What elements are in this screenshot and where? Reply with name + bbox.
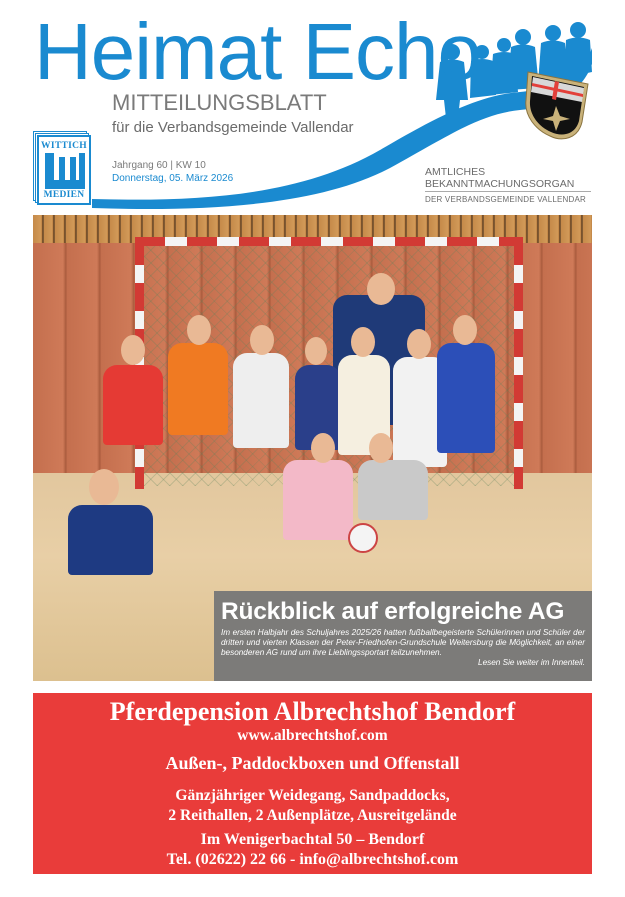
photo-child-head [305, 337, 327, 365]
cover-story-headline: Rückblick auf erfolgreiche AG [221, 598, 565, 625]
cover-story-teaser: Im ersten Halbjahr des Schuljahres 2025/26 hatten fußballbegeisterte Schülerinnen und Schüler der dritten und vierten Klassen der Peter-Friedhofen-Grundschule Weitersburg die Möglichkeit, an einer besonderen AG rund um ihre Lieblingssportart teilzunehmen. [221, 628, 585, 657]
photo-goal-post-right [514, 237, 523, 489]
photo-child [103, 365, 163, 445]
issue-number: Jahrgang 60 | KW 10 [112, 160, 206, 171]
official-line-2: BEKANNTMACHUNGSORGAN [425, 178, 575, 190]
divider [425, 191, 591, 192]
photo-child-head [311, 433, 335, 463]
photo-child [233, 353, 289, 448]
ad-contact: Tel. (02622) 22 66 - info@albrechtshof.com [166, 851, 459, 868]
wittich-medien-logo [33, 131, 91, 205]
coat-of-arms [526, 72, 588, 139]
photo-child-head [369, 433, 393, 463]
ad-features-1: Gänzjähriger Weidegang, Sandpaddocks, [175, 787, 450, 804]
official-sub-label: DER VERBANDSGEMEINDE VALLENDAR [425, 195, 586, 204]
logo-text-bottom: MEDIEN [43, 190, 85, 200]
photo-child-head [250, 325, 274, 355]
publication-region: für die Verbandsgemeinde Vallendar [112, 119, 354, 136]
logo-w-mark-icon [45, 153, 85, 189]
publication-subtitle: MITTEILUNGSBLATT [112, 90, 327, 115]
photo-child-head [351, 327, 375, 357]
photo-child-head [121, 335, 145, 365]
ad-business-name: Pferdepension Albrechtshof Bendorf [109, 697, 516, 726]
cover-story-caption-box [214, 591, 592, 681]
photo-goal-crossbar [135, 237, 523, 246]
photo-child-sitting [68, 505, 153, 575]
publication-title: Heimat Echo [34, 7, 481, 96]
official-line-1: AMTLICHES [425, 166, 486, 178]
ad-address: Im Wenigerbachtal 50 – Bendorf [200, 831, 425, 848]
photo-child-head [187, 315, 211, 345]
photo-child-head [453, 315, 477, 345]
photo-child-sitting [358, 460, 428, 520]
ad-website: www.albrechtshof.com [237, 727, 388, 744]
masthead [0, 0, 625, 212]
logo-front-page [37, 135, 91, 205]
photo-child [437, 343, 495, 453]
photo-football [348, 523, 378, 553]
photo-coach-head [367, 273, 395, 305]
photo-child-head [89, 469, 119, 505]
issue-date: Donnerstag, 05. März 2026 [112, 173, 234, 184]
logo-text-top: WITTICH [41, 141, 87, 151]
photo-child [168, 343, 228, 435]
photo-child-head [407, 329, 431, 359]
advertisement-banner [33, 693, 592, 874]
cover-photo [33, 215, 592, 681]
ad-services: Außen-, Paddockboxen und Offenstall [165, 753, 460, 773]
photo-child-sitting [283, 460, 353, 540]
official-organ-label [425, 166, 574, 190]
ad-features-2: 2 Reithallen, 2 Außenplätze, Ausreitgelände [168, 807, 457, 824]
cover-story-read-more: Lesen Sie weiter im Innenteil. [478, 658, 585, 667]
